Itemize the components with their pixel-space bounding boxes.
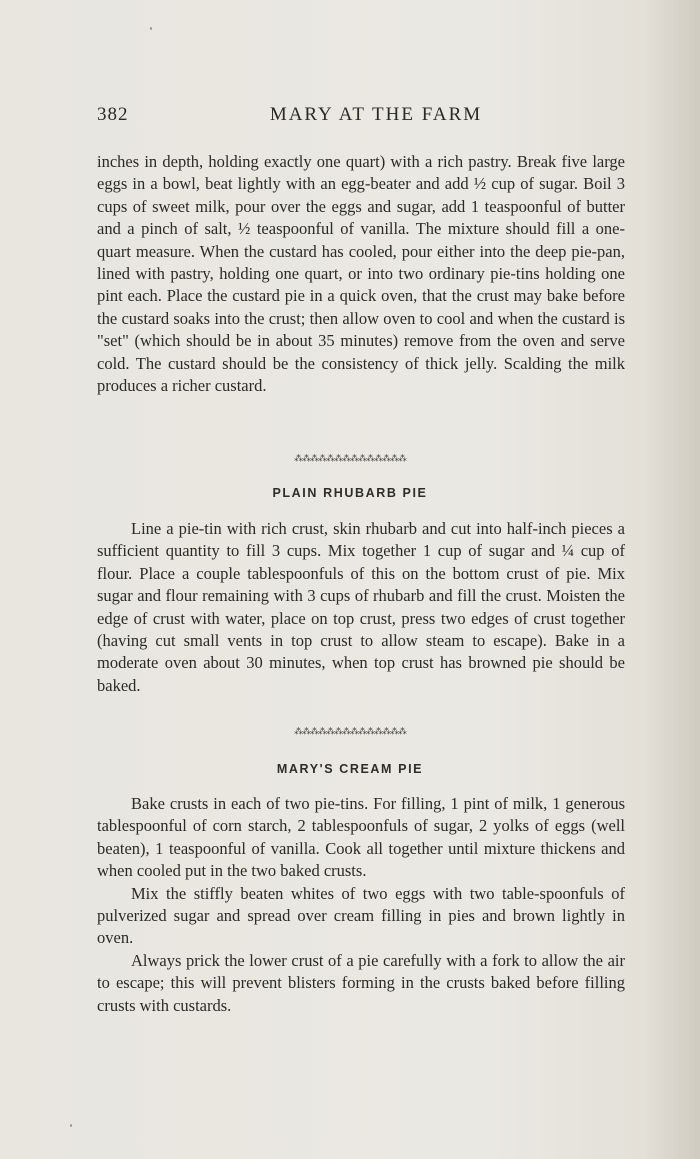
cream-pie-paragraph-1: Bake crusts in each of two pie-tins. For filling, 1 pint of milk, 1 generous tablespoonful of corn starch, 2 tablespoonfuls of sugar, 2 yolks of eggs (well beaten), 1 teaspoonful of vanilla. Cook all together until mixture thickens and when cooled put in the two baked crusts.: [97, 794, 625, 881]
custard-recipe-continuation: [97, 151, 625, 397]
rhubarb-paragraph: Line a pie-tin with rich crust, skin rhubarb and cut into half-inch pieces a sufficient quantity to fill 3 cups. Mix together 1 cup of sugar and ¼ cup of flour. Place a couple tablespoonfuls of this on the bottom crust of pie. Mix sugar and flour remaining with 3 cups of rhubarb and fill the crust. Moisten the edge of crust with water, place on top crust, press two edges of crust together (having cut small vents in top crust to allow steam to escape). Bake in a moderate oven about 30 minutes, when top crust has browned pie should be baked.: [97, 519, 625, 695]
rhubarb-pie-heading: PLAIN RHUBARB PIE: [272, 486, 428, 500]
paper-speck: [70, 1124, 72, 1127]
custard-paragraph: inches in depth, holding exactly one quart) with a rich pastry. Break five large eggs in a bowl, beat lightly with an egg-beater and add ½ cup of sugar. Boil 3 cups of sweet milk, pour over the eggs and sugar, add 1 teaspoonful of butter and a pinch of salt, ½ teaspoonful of vanilla. The mixture should fill a one-quart measure. When the custard has cooled, pour either into the deep pie-pan, lined with pastry, holding one quart, or into two ordinary pie-tins holding one pint each. Place the custard pie in a quick oven, that the crust may bake before the custard soaks into the crust; then allow oven to cool and when the custard is "set" (which should be in about 35 minutes) remove from the oven and serve cold. The custard should be the consistency of thick jelly. Scalding the milk produces a richer custard.: [97, 152, 625, 396]
page-number: 382: [97, 104, 129, 125]
cream-pie-paragraph-2: Mix the stiffly beaten whites of two eggs with two table-spoonfuls of pulverized sugar and spread over cream filling in pies and brown lightly in oven.: [97, 883, 625, 948]
page-header: [97, 104, 625, 130]
running-title: MARY AT THE FARM: [269, 104, 483, 125]
rhubarb-pie-recipe: [97, 518, 625, 697]
cream-pie-paragraph-3: Always prick the lower crust of a pie carefully with a fork to allow the air to escape; this will prevent blisters forming in the crusts baked before filling crusts with custards.: [97, 950, 625, 1015]
cream-pie-heading: MARY'S CREAM PIE: [276, 762, 424, 776]
ornamental-divider-1: ⁂⁂⁂⁂⁂⁂⁂⁂⁂⁂⁂⁂⁂⁂: [294, 454, 406, 464]
paper-speck: [150, 27, 152, 30]
cream-pie-recipe: [97, 793, 625, 1017]
ornamental-divider-2: ⁂⁂⁂⁂⁂⁂⁂⁂⁂⁂⁂⁂⁂⁂: [294, 727, 406, 737]
